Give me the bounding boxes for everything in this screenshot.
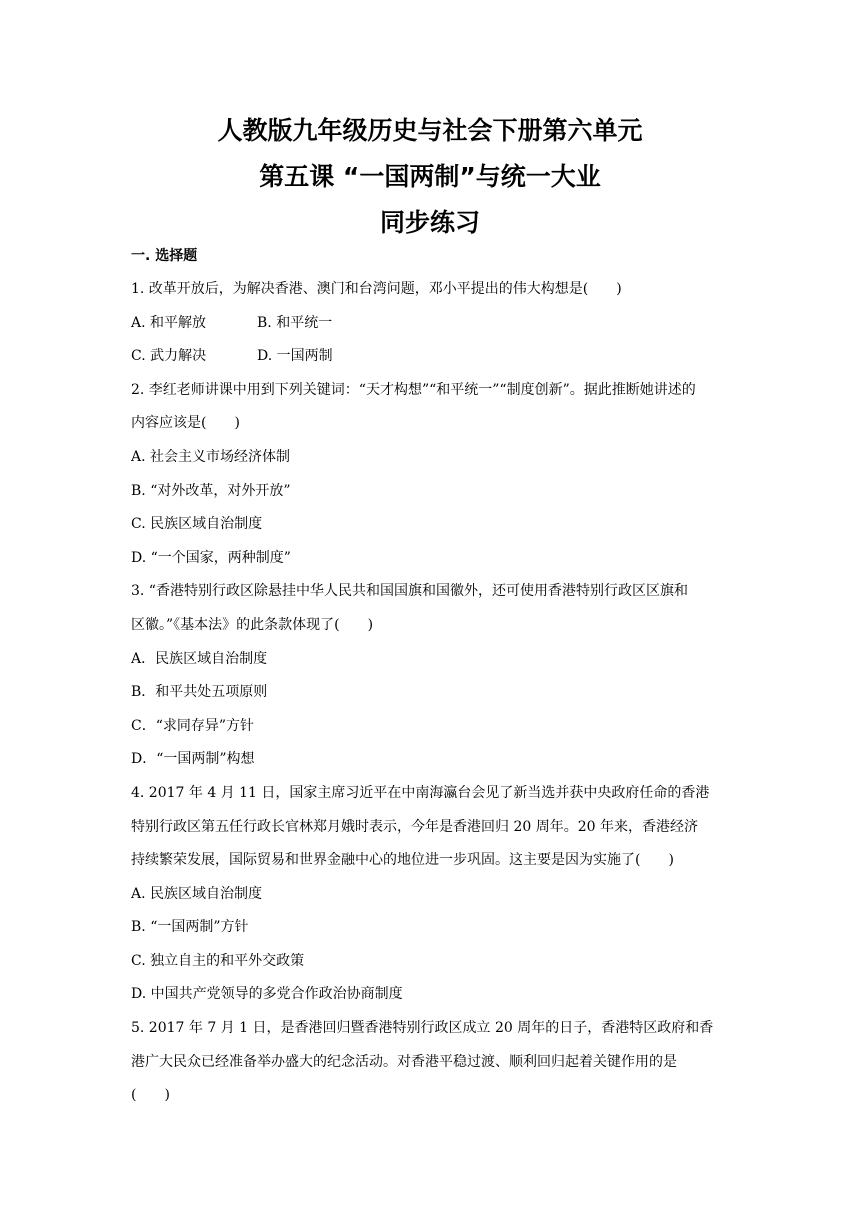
question-1-options-row-1: [131, 307, 731, 341]
question-1: [131, 273, 731, 374]
question-4-stem-line-3: 持续繁荣发展，国际贸易和世界金融中心的地位进一步巩固。这主要是因为实施了( ): [131, 852, 674, 869]
title-line-3: 同步练习: [379, 208, 480, 237]
question-2: [131, 374, 731, 576]
question-2-option-d: D. “一个国家，两种制度”: [131, 549, 291, 566]
question-4-stem-line-1: 4. 2017 年 4 月 11 日，国家主席习近平在中南海瀛台会见了新当选并获中央政府任命的香港: [131, 784, 710, 801]
section-heading: 一. 选择题: [131, 248, 198, 264]
question-1-option-c: C. 武力解决: [131, 348, 207, 365]
question-3-stem-line-2: 区徽。”《基本法》的此条款体现了( ): [131, 616, 374, 633]
document-title: [0, 108, 860, 246]
question-4-option-d: D. 中国共产党领导的多党合作政治协商制度: [131, 986, 403, 1003]
question-1-option-a: A. 和平解放: [131, 314, 207, 331]
question-1-option-d: D. 一国两制: [257, 348, 333, 365]
question-5: [131, 1012, 731, 1113]
question-4-option-c: C. 独立自主的和平外交政策: [131, 952, 305, 969]
question-4: [131, 777, 731, 1012]
question-3-option-a: A．民族区域自治制度: [131, 650, 268, 667]
question-2-option-c: C. 民族区域自治制度: [131, 516, 263, 533]
question-3-option-c: C．“求同存异”方针: [131, 717, 255, 734]
question-5-stem-line-2: 港广大民众已经准备举办盛大的纪念活动。对香港平稳过渡、顺利回归起着关键作用的是: [131, 1053, 677, 1070]
question-3-option-d: D．“一国两制”构想: [131, 751, 255, 768]
question-3-stem-line-1: 3. “香港特别行政区除悬挂中华人民共和国国旗和国徽外，还可使用香港特别行政区区旗和: [131, 583, 688, 600]
question-5-stem-line-3: ( ): [131, 1087, 170, 1104]
title-line-1: 人教版九年级历史与社会下册第六单元: [217, 116, 643, 145]
question-5-stem-line-1: 5. 2017 年 7 月 1 日，是香港回归暨香港特别行政区成立 20 周年的日子，香港特区政府和香: [131, 1020, 714, 1037]
question-4-option-a: A. 民族区域自治制度: [131, 885, 263, 902]
question-1-stem: 1. 改革开放后，为解决香港、澳门和台湾问题，邓小平提出的伟大构想是( ): [131, 281, 622, 297]
question-4-option-b: B. “一国两制”方针: [131, 919, 249, 936]
question-2-option-a: A. 社会主义市场经济体制: [131, 448, 291, 465]
question-2-option-b: B. “对外改革，对外开放”: [131, 482, 291, 499]
question-3-option-b: B．和平共处五项原则: [131, 684, 268, 701]
question-2-stem-line-1: 2. 李红老师讲课中用到下列关键词：“天才构想”“和平统一”“制度创新”。据此推断她讲述的: [131, 381, 696, 398]
question-1-options-row-2: [131, 340, 731, 374]
document-body: [131, 240, 731, 1113]
question-1-option-b: B. 和平统一: [257, 314, 333, 331]
title-line-2: 第五课 “一国两制”与统一大业: [259, 162, 601, 191]
question-2-stem-line-2: 内容应该是( ): [131, 415, 240, 432]
question-3: [131, 575, 731, 777]
question-4-stem-line-2: 特别行政区第五任行政长官林郑月娥时表示，今年是香港回归 20 周年。20 年来，香港经济: [131, 818, 698, 835]
